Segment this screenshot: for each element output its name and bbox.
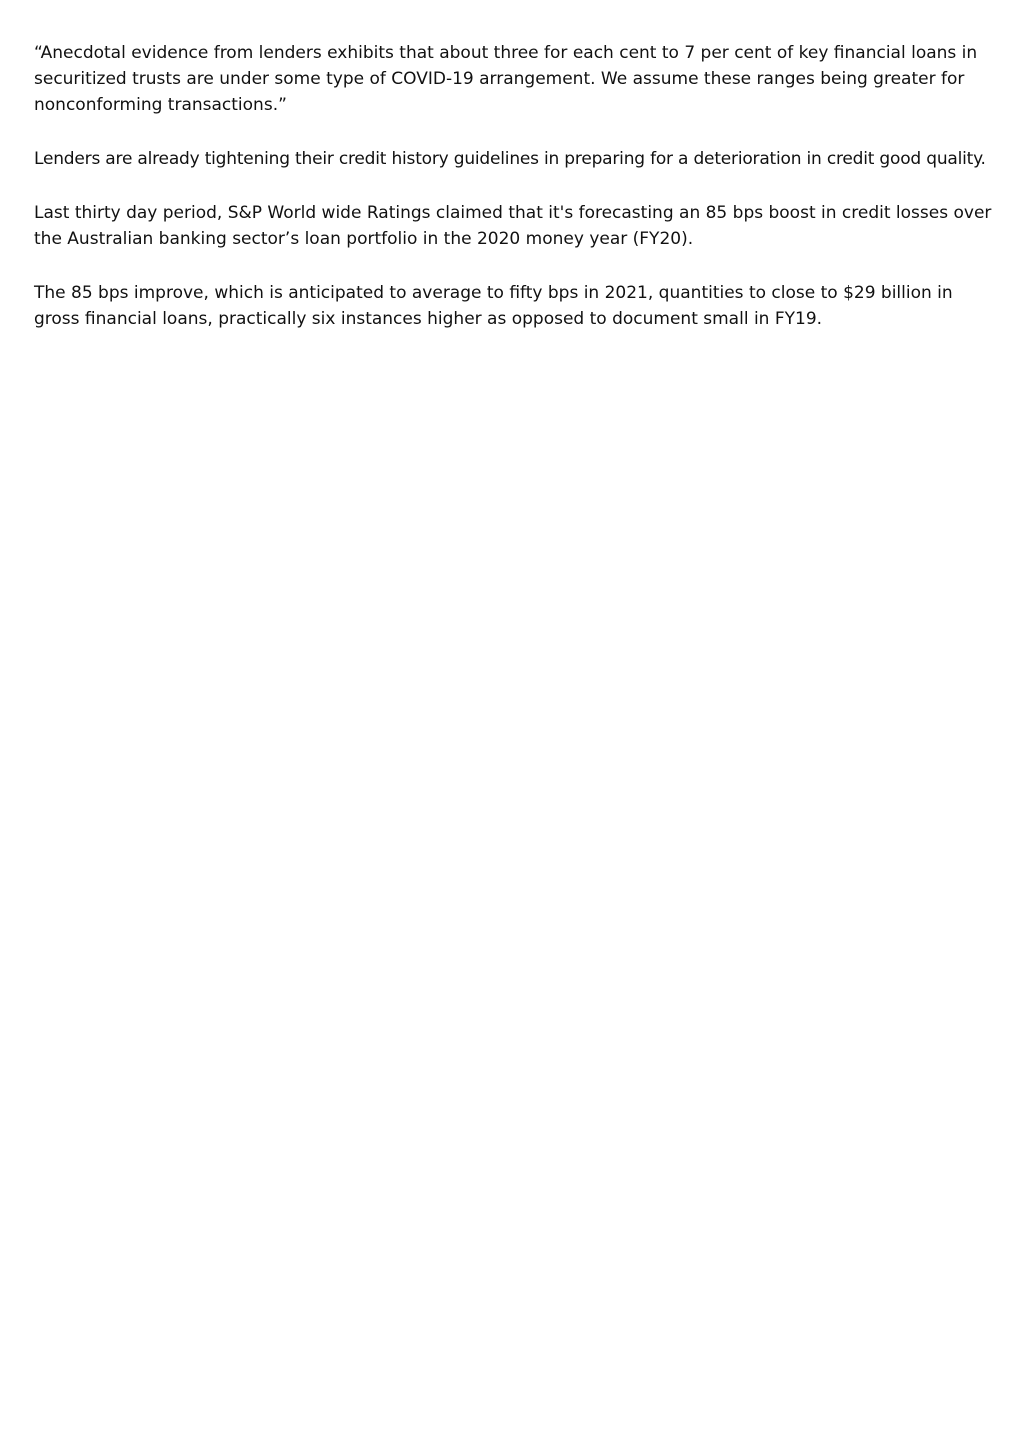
- paragraph-anecdotal-evidence: “Anecdotal evidence from lenders exhibits that about three for each cent to 7 per cent of key financial loans in securitized trusts are under some type of COVID-19 arrangement. We assume these ranges being greater for nonconforming transactions.”: [34, 43, 978, 115]
- document-body: [34, 40, 998, 360]
- paragraph-lenders-tightening: Lenders are already tightening their credit history guidelines in preparing for a deterioration in credit good quality.: [34, 149, 986, 169]
- paragraph-sp-forecast: Last thirty day period, S&P World wide Ratings claimed that it's forecasting an 85 bps boost in credit losses over the Australian banking sector’s loan portfolio in the 2020 money year (FY20).: [34, 203, 992, 249]
- paragraph-85bps-improve: The 85 bps improve, which is anticipated to average to fifty bps in 2021, quantities to close to $29 billion in gross financial loans, practically six instances higher as opposed to document small in FY19.: [34, 283, 953, 329]
